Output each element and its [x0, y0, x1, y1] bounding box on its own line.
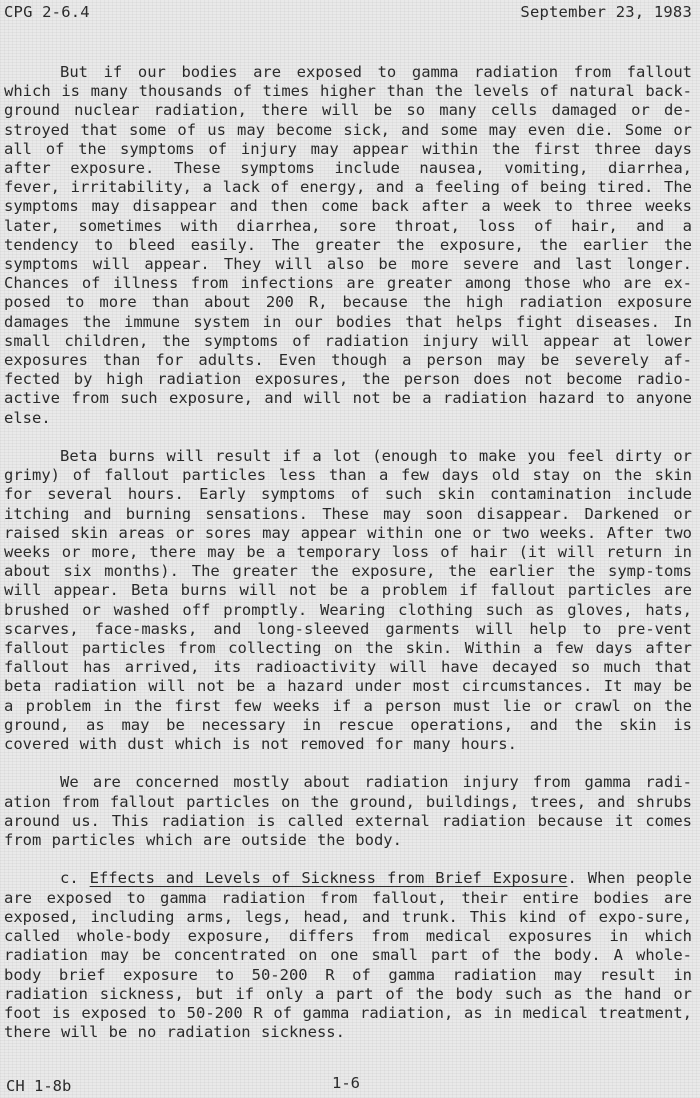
paragraph-beta-burns: Beta burns will result if a lot (enough to make you feel dirty or grimy) of fallout particles less than a few days old stay on the skin for several hours. Early symptoms of such skin contamination include itching and burning sensations. These may soon disappear. Darkened or raised skin areas or sores may appear within one or two weeks. After two weeks or more, there may be a temporary loss of hair (it will return in about six months). The greater the exposure, the earlier the symp-toms will appear. Beta burns will not be a problem if fallout particles are brushed or washed off promptly. Wearing clothing such as gloves, hats, scarves, face-masks, and long-sleeved garments will help to pre-vent fallout particles from collecting on the skin. Within a few days after fallout has arrived, its radioactivity will have decayed so much that beta radiation will not be a hazard under most circumstances. It may be a problem in the first few weeks if a person must lie or crawl on the ground, as may be necessary in rescue operations, and the skin is covered with dust which is not removed for many hours.: [4, 447, 692, 754]
paragraph-section-c: [4, 869, 692, 1042]
page-number: 1-6: [332, 1074, 360, 1092]
section-c-heading: Effects and Levels of Sickness from Brief Exposure: [89, 869, 568, 888]
page-header: [4, 3, 692, 23]
body-text: [4, 63, 692, 1042]
section-c-label: c.: [60, 869, 79, 888]
change-reference: CH 1-8b: [6, 1077, 72, 1095]
document-date: September 23, 1983: [520, 3, 692, 21]
page-footer: [4, 1074, 692, 1097]
paragraph-radiation-symptoms: But if our bodies are exposed to gamma radiation from fallout which is many thousands of times higher than the levels of natural back-ground nuclear radiation, there will be so many cells damaged or de-stroyed that some of us may become sick, and some may even die. Some or all of the symptoms of injury may appear within the first three days after exposure. These symptoms include nausea, vomiting, diarrhea, fever, irritability, a lack of energy, and a feeling of being tired. The symptoms may disappear and then come back after a week to three weeks later, sometimes with diarrhea, sore throat, loss of hair, and a tendency to bleed easily. The greater the exposure, the earlier the symptoms will appear. They will also be more severe and last longer. Chances of illness from infections are greater among those who are ex-posed to more than about 200 R, because the high radiation exposure damages the immune system in our bodies that helps fight diseases. In small children, the symptoms of radiation injury will appear at lower exposures than for adults. Even though a person may be severely af-fected by high radiation exposures, the person does not become radio-active from such exposure, and will not be a radiation hazard to anyone else.: [4, 63, 692, 427]
section-c-text: . When people are exposed to gamma radiation from fallout, their entire bodies are exposed, including arms, legs, head, and trunk. This kind of expo-sure, called whole-body exposure, differs from medical exposures in which radiation may be concentrated on one small part of the body. A whole-body brief exposure to 50-200 R of gamma radiation may result in radiation sickness, but if only a part of the body such as the hand or foot is exposed to 50-200 R of gamma radiation, as in medical treatment, there will be no radiation sickness.: [4, 869, 692, 1042]
paragraph-external-radiation: We are concerned mostly about radiation injury from gamma radi-ation from fallout particles on the ground, buildings, trees, and shrubs around us. This radiation is called external radiation because it comes from particles which are outside the body.: [4, 773, 692, 850]
document-id: CPG 2-6.4: [4, 3, 90, 21]
